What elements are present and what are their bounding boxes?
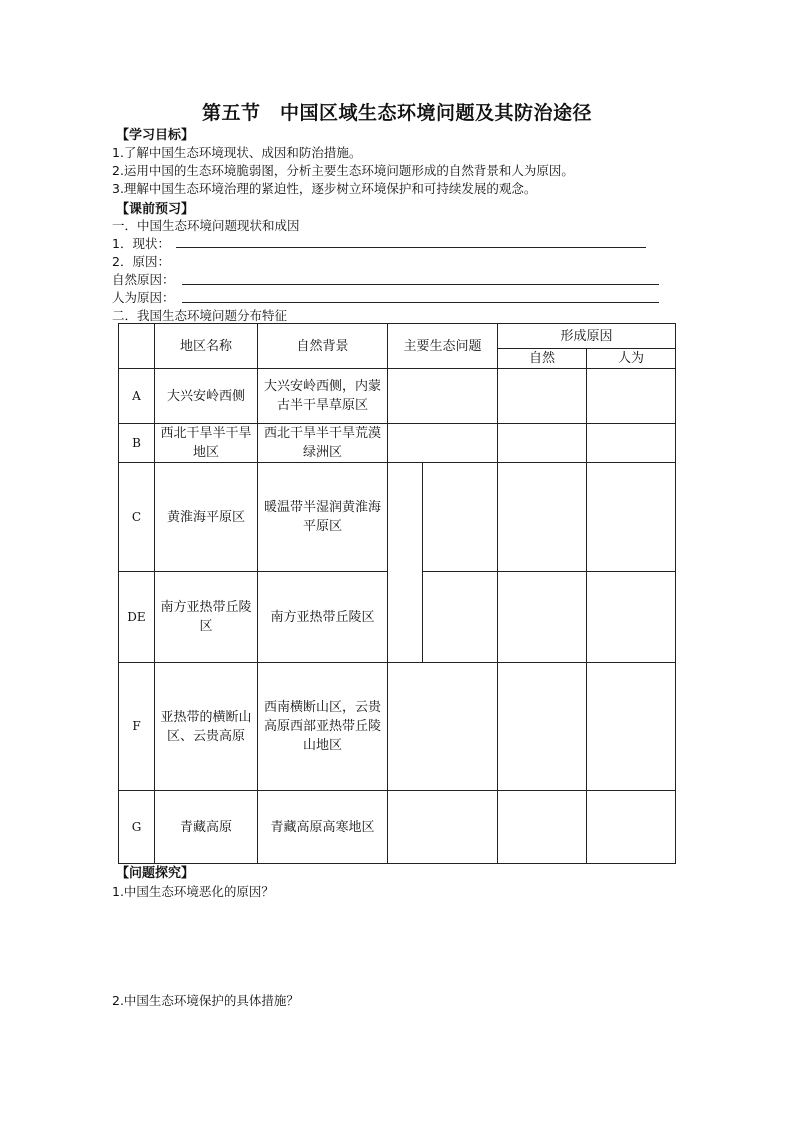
- section-preview: 【课前预习】: [116, 202, 195, 217]
- question-item: 2.中国生态环境保护的具体措施？: [112, 993, 299, 1008]
- table-row: [119, 424, 676, 463]
- natural-cause-label: 自然原因：: [112, 272, 175, 287]
- problem-cell[interactable]: [388, 424, 498, 463]
- table-row: [119, 663, 676, 791]
- row-region: 黄淮海平原区: [155, 463, 258, 572]
- natural-cause-answer-line[interactable]: [182, 284, 659, 285]
- shared-problem-cell[interactable]: [388, 463, 423, 663]
- human-cause-cell[interactable]: [587, 369, 676, 424]
- natural-cause-cell[interactable]: [498, 572, 587, 663]
- natural-cause-cell[interactable]: [498, 663, 587, 791]
- natural-cause-cell[interactable]: [498, 424, 587, 463]
- header-cause: 形成原因: [498, 324, 676, 349]
- natural-cause-cell[interactable]: [498, 791, 587, 864]
- row-code: DE: [119, 572, 155, 663]
- problem-cell[interactable]: [423, 572, 498, 663]
- header-background: 自然背景: [258, 324, 388, 369]
- row-code: C: [119, 463, 155, 572]
- human-cause-cell[interactable]: [587, 663, 676, 791]
- header-problem: 主要生态问题: [388, 324, 498, 369]
- row-region: 亚热带的横断山区、云贵高原: [155, 663, 258, 791]
- table-row: [119, 791, 676, 864]
- natural-cause-cell[interactable]: [498, 369, 587, 424]
- header-human: 人为: [587, 349, 676, 369]
- problem-cell[interactable]: [423, 463, 498, 572]
- problem-cell[interactable]: [388, 791, 498, 864]
- row-code: B: [119, 424, 155, 463]
- cause-label: 2．原因：: [112, 254, 170, 269]
- row-background: 大兴安岭西侧，内蒙古半干旱草原区: [258, 369, 388, 424]
- row-code: A: [119, 369, 155, 424]
- page-title: 第五节 中国区域生态环境问题及其防治途径: [201, 102, 592, 124]
- header-region: 地区名称: [155, 324, 258, 369]
- human-cause-cell[interactable]: [587, 572, 676, 663]
- row-region: 大兴安岭西侧: [155, 369, 258, 424]
- human-cause-cell[interactable]: [587, 424, 676, 463]
- goal-item: 3.理解中国生态环境治理的紧迫性，逐步树立环境保护和可持续发展的观念。: [112, 181, 537, 196]
- row-region: 青藏高原: [155, 791, 258, 864]
- preview-part2-heading: 二．我国生态环境问题分布特征: [112, 308, 288, 323]
- row-code: F: [119, 663, 155, 791]
- distribution-table: [118, 323, 676, 864]
- natural-cause-cell[interactable]: [498, 463, 587, 572]
- goal-item: 2.运用中国的生态环境脆弱图，分析主要生态环境问题形成的自然背景和人为原因。: [112, 163, 574, 178]
- row-background: 西南横断山区，云贵高原西部亚热带丘陵山地区: [258, 663, 388, 791]
- corner-cell: [119, 324, 155, 369]
- question-item: 1.中国生态环境恶化的原因？: [112, 884, 274, 899]
- goal-item: 1.了解中国生态环境现状、成因和防治措施。: [112, 145, 362, 160]
- row-code: G: [119, 791, 155, 864]
- problem-cell[interactable]: [388, 369, 498, 424]
- table-row: [119, 369, 676, 424]
- preview-part1-heading: 一．中国生态环境问题现状和成因: [112, 218, 300, 233]
- row-region: 西北干旱半干旱地区: [155, 424, 258, 463]
- human-cause-cell[interactable]: [587, 791, 676, 864]
- row-background: 青藏高原高寒地区: [258, 791, 388, 864]
- header-natural: 自然: [498, 349, 587, 369]
- human-cause-label: 人为原因：: [112, 290, 175, 305]
- row-background: 南方亚热带丘陵区: [258, 572, 388, 663]
- row-background: 西北干旱半干旱荒漠绿洲区: [258, 424, 388, 463]
- table-row: [119, 463, 676, 572]
- human-cause-answer-line[interactable]: [182, 302, 659, 303]
- status-answer-line[interactable]: [176, 247, 646, 248]
- row-region: 南方亚热带丘陵区: [155, 572, 258, 663]
- status-label: 1．现状：: [112, 236, 170, 251]
- problem-cell[interactable]: [388, 663, 498, 791]
- human-cause-cell[interactable]: [587, 463, 676, 572]
- section-learning-goals: 【学习目标】: [116, 128, 195, 143]
- section-explore: 【问题探究】: [116, 866, 195, 881]
- row-background: 暖温带半湿润黄淮海平原区: [258, 463, 388, 572]
